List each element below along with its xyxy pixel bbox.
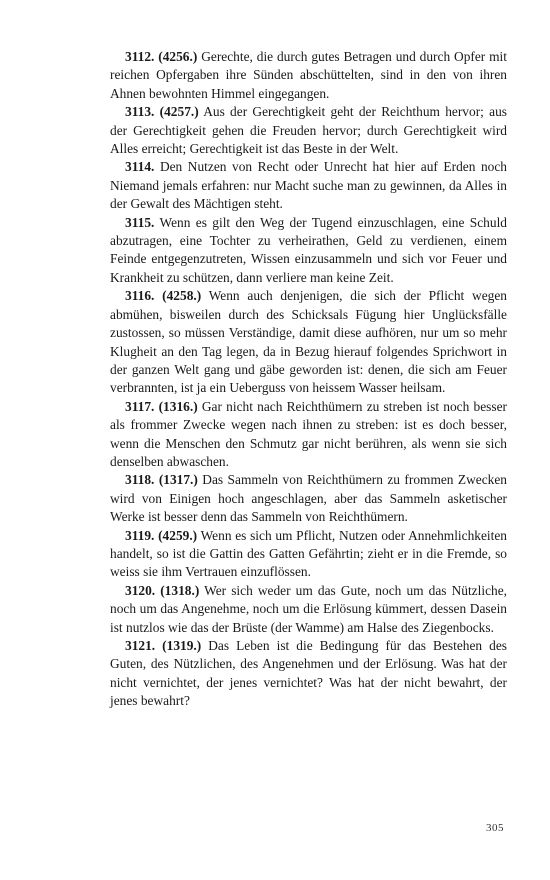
page-text <box>110 48 507 711</box>
entry-3115 <box>110 214 507 288</box>
entry-number: 3116. (4258.) <box>125 288 202 304</box>
entry-3118 <box>110 471 507 526</box>
page-number: 305 <box>486 822 504 834</box>
entry-text: Das Sammeln von Reichthümern zu frommen Zwecken wird von Einigen hoch angeschlagen, aber das Sammeln asketischer Werke ist besser denn das Sammeln von Reichthümern. <box>110 472 507 525</box>
entry-number: 3119. (4259.) <box>125 527 198 543</box>
entry-text: Den Nutzen von Recht oder Unrecht hat hier auf Erden noch Niemand jemals erfahren: nur Macht suche man zu gewinnen, da Alles in der Gewalt des Mächtigen steht. <box>110 159 507 212</box>
entry-3117 <box>110 398 507 472</box>
entry-text: Aus der Gerechtigkeit geht der Reichthum hervor; aus der Gerechtigkeit gehen die Freuden hervor; durch Gerechtigkeit wird Alles erreicht; Gerechtigkeit ist das Beste in der Welt. <box>110 104 507 157</box>
entry-number: 3120. (1318.) <box>125 582 200 598</box>
entry-3112 <box>110 48 507 103</box>
entry-number: 3117. (1316.) <box>125 398 198 414</box>
entry-3113 <box>110 103 507 158</box>
entry-text: Das Leben ist die Bedingung für das Bestehen des Guten, des Nützlichen, des Angenehmen und der Erlösung. Was hat der nicht vernichtet, der jenes vernichtet? Was hat der nicht bewahrt, der jenes bewahrt? <box>110 638 507 709</box>
entry-number: 3121. (1319.) <box>125 638 202 653</box>
entry-text: Wenn es gilt den Weg der Tugend einzuschlagen, eine Schuld abzutragen, eine Tochter zu verheirathen, Geld zu verdienen, einem Feinde entgegenzutreten, Wissen einzusammeln und sich vor Feuer und Krankheit zu schützen, dann verliere man keine Zeit. <box>110 214 507 285</box>
entry-text: Gerechte, die durch gutes Betragen und durch Opfer mit reichen Opfergaben ihre Sünden abschüttelten, sind in den von ihren Ahnen bewohnten Himmel eingegangen. <box>110 49 507 101</box>
entry-number: 3113. (4257.) <box>125 104 199 120</box>
entry-text: Gar nicht nach Reichthümern zu streben ist noch besser als frommer Zwecke wegen nach ihnen zu streben: ist es doch besser, wenn die Menschen den Schmutz gar nicht berühren, als wenn sie sich denselben abwaschen. <box>110 398 507 469</box>
entry-text: Wer sich weder um das Gute, noch um das Nützliche, noch um das Angenehme, noch um die Erlösung kümmert, dessen Dasein ist nutzlos wie das der Brüste (der Wamme) am Halse des Ziegenbocks. <box>110 582 507 635</box>
entry-3119 <box>110 527 507 582</box>
entry-number: 3112. (4256.) <box>125 49 198 64</box>
entry-3114 <box>110 158 507 213</box>
entry-number: 3118. (1317.) <box>125 472 198 488</box>
entry-3120 <box>110 582 507 637</box>
entry-text: Wenn auch denjenigen, die sich der Pflicht wegen abmühen, bisweilen durch des Schicksals Fügung hier Unglücksfälle zustossen, so müssen Verständige, damit diese aufhören, nur um so mehr Klugheit an den Tag legen, da in Bezug hierauf folgendes Sprichwort in der ganzen Welt gang und gäbe geworden ist: denen, die sich am Feuer verbrannten, ist ja ein Ueberguss von heissem Wasser heilsam. <box>110 288 507 396</box>
entry-text: Wenn es sich um Pflicht, Nutzen oder Annehmlichkeiten handelt, so ist die Gattin des Gatten Gefährtin; zieht er in die Fremde, so weiss sie ihm Vertrauen einzuflössen. <box>110 527 507 580</box>
entry-3116 <box>110 287 507 397</box>
entry-number: 3114. <box>125 159 155 175</box>
entry-3121 <box>110 637 507 711</box>
entry-number: 3115. <box>125 214 155 230</box>
